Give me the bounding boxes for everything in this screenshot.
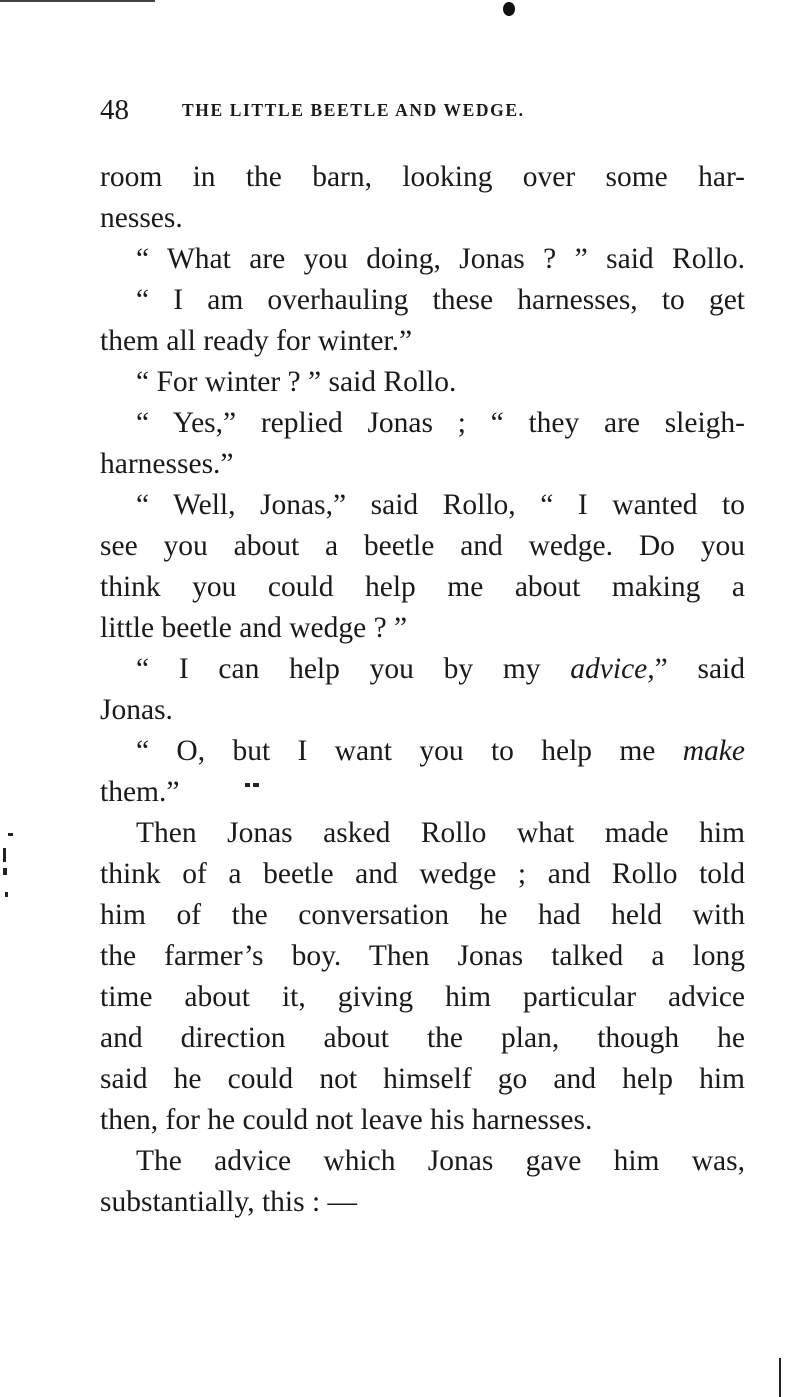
page-edge-mark: [779, 1358, 781, 1397]
text-line: nesses.: [100, 202, 183, 234]
text-line: “ For winter ? ” said Rollo.: [136, 366, 457, 398]
text-line: “ Well, Jonas,” said Rollo, “ I wanted to: [136, 489, 745, 521]
text-line: them.”: [100, 776, 180, 808]
text-line: Jonas.: [100, 694, 173, 726]
text-line: think of a beetle and wedge ; and Rollo told: [100, 858, 745, 890]
text-line: “ I am overhauling these harnesses, to get: [136, 284, 745, 316]
italic-word: advice,: [570, 653, 655, 685]
text-line: then, for he could not leave his harnesses.: [100, 1104, 593, 1136]
text-line: substantially, this : —: [100, 1186, 358, 1218]
body-text: [100, 157, 745, 1223]
text-line: think you could help me about making a: [100, 571, 745, 603]
text-line: “ Yes,” replied Jonas ; “ they are sleigh-: [136, 407, 745, 439]
ink-speck: [3, 848, 6, 862]
ink-mark: [503, 2, 515, 16]
ink-speck: [3, 868, 7, 875]
text-segment: “ O, but I want you to help me: [136, 735, 656, 767]
text-line: him of the conversation he had held with: [100, 899, 745, 931]
text-segment: ” said: [654, 653, 745, 685]
text-line: little beetle and wedge ? ”: [100, 612, 408, 644]
ink-speck: [5, 892, 8, 897]
text-line: and direction about the plan, though he: [100, 1022, 745, 1054]
text-line: “ What are you doing, Jonas ? ” said Rollo.: [136, 243, 745, 275]
text-line: the farmer’s boy. Then Jonas talked a long: [100, 940, 745, 972]
running-title: THE LITTLE BEETLE AND WEDGE.: [182, 100, 525, 120]
text-line: Then Jonas asked Rollo what made him: [136, 817, 745, 849]
text-line: them all ready for winter.”: [100, 325, 413, 357]
text-line: The advice which Jonas gave him was,: [136, 1145, 745, 1177]
text-line: said he could not himself go and help him: [100, 1063, 745, 1095]
text-line: [100, 731, 745, 772]
text-line: harnesses.”: [100, 448, 234, 480]
ink-speck: [253, 783, 259, 787]
page-header: [100, 90, 660, 130]
text-line: time about it, giving him particular advice: [100, 981, 745, 1013]
page-number: 48: [100, 94, 129, 126]
text-line: see you about a beetle and wedge. Do you: [100, 530, 745, 562]
top-rule: [0, 0, 155, 2]
ink-speck: [245, 783, 250, 787]
text-line: [100, 649, 745, 690]
ink-speck: [8, 833, 13, 836]
italic-word: make: [682, 735, 745, 767]
text-line: room in the barn, looking over some har-: [100, 161, 745, 193]
text-segment: “ I can help you by my: [136, 653, 541, 685]
